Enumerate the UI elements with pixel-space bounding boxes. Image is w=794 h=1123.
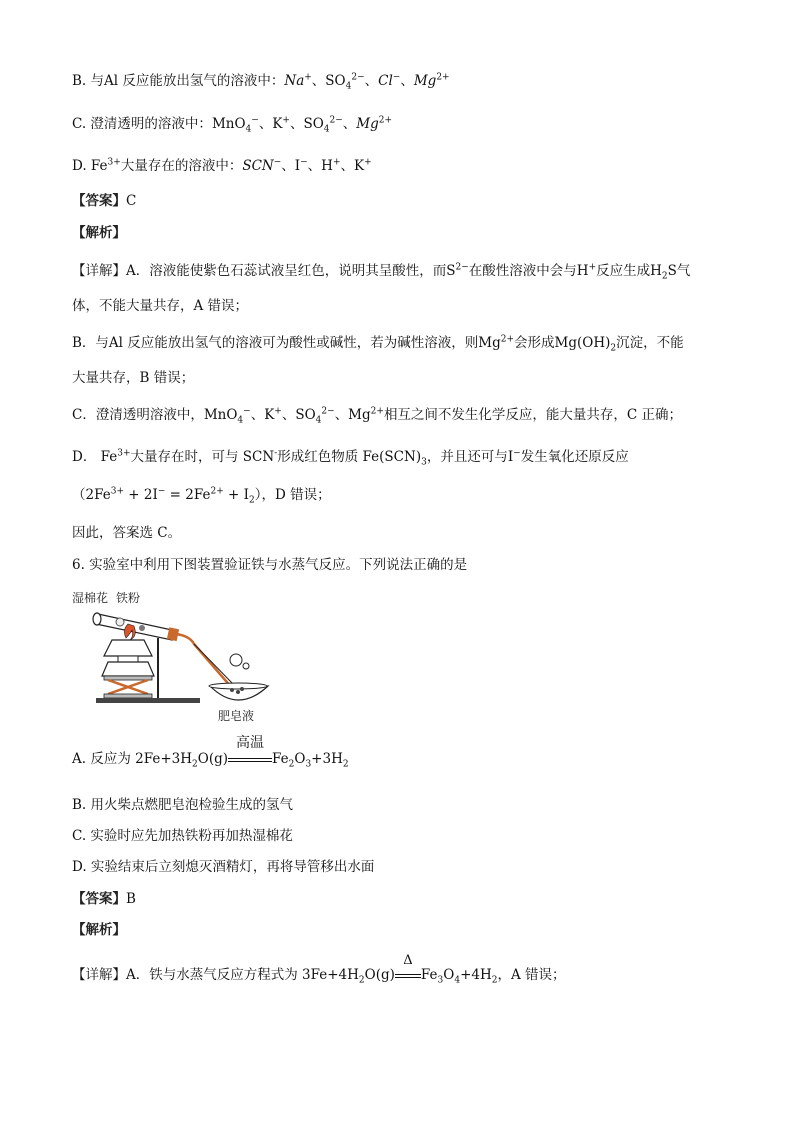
text: 会形成Mg(OH) bbox=[514, 335, 611, 351]
option-d bbox=[72, 157, 372, 175]
text: +4H bbox=[460, 967, 492, 983]
charge: 2+ bbox=[378, 115, 393, 126]
ion: SCN bbox=[242, 158, 274, 174]
subscript: 4 bbox=[454, 975, 461, 986]
delivery-tube bbox=[176, 634, 232, 688]
charge: − bbox=[243, 406, 251, 417]
q6-option-c bbox=[72, 827, 293, 845]
text: 【详解】A．溶液能使紫色石蕊试液呈红色，说明其呈酸性，而S bbox=[72, 263, 456, 279]
apparatus-figure bbox=[72, 588, 272, 723]
charge: + bbox=[304, 72, 312, 83]
detail-a-line2 bbox=[72, 297, 248, 315]
text: ，A 错误； bbox=[497, 967, 566, 983]
q6-detail-a bbox=[72, 953, 566, 986]
ion: K bbox=[272, 116, 283, 132]
text: A. 反应为 2Fe+3H bbox=[72, 751, 193, 767]
subscript: 3 bbox=[421, 457, 427, 468]
text: 反应生成H bbox=[596, 263, 662, 279]
subscript: 2 bbox=[610, 343, 617, 354]
text: 发生氧化还原反应 bbox=[520, 449, 629, 465]
option-label: D. Fe bbox=[72, 158, 108, 174]
label-soap-solution: 肥皂液 bbox=[218, 709, 255, 723]
q6-option-b bbox=[72, 796, 293, 814]
charge: 3+ bbox=[110, 486, 124, 497]
ion: K bbox=[353, 158, 365, 174]
subscript: 2 bbox=[249, 495, 255, 506]
charge: 2− bbox=[455, 262, 469, 273]
ion: Mg bbox=[413, 73, 437, 89]
text: D. 实验结束后立刻熄灭酒精灯，再将导管移出水面 bbox=[72, 859, 375, 875]
text: 、K bbox=[250, 407, 275, 423]
text: 沉淀，不能 bbox=[616, 335, 684, 351]
charge: + bbox=[274, 406, 282, 417]
charge: − bbox=[251, 115, 259, 126]
subscript: 2 bbox=[288, 759, 295, 770]
bubble bbox=[230, 654, 242, 666]
detail-d-line2 bbox=[72, 486, 331, 504]
subscript: 2 bbox=[192, 759, 198, 770]
text: 大量存在时，可与 SCN bbox=[130, 449, 275, 465]
subscript: 4 bbox=[315, 415, 322, 426]
text: 形成红色物质 Fe(SCN) bbox=[277, 449, 422, 465]
text: D． Fe bbox=[72, 449, 118, 465]
text: B．与Al 反应能放出氢气的溶液可为酸性或碱性，若为碱性溶液，则Mg bbox=[72, 335, 501, 351]
subscript: 3 bbox=[437, 975, 444, 986]
sep: 、 bbox=[364, 73, 379, 89]
ion: Mg bbox=[356, 116, 379, 132]
subscript: 2 bbox=[342, 759, 349, 770]
charge: − bbox=[392, 72, 401, 83]
charge: - bbox=[274, 448, 278, 459]
answer-line bbox=[72, 192, 136, 210]
text: Fe bbox=[420, 967, 438, 983]
charge: − bbox=[273, 157, 282, 168]
answer-value: B bbox=[126, 891, 136, 907]
text: = 2Fe bbox=[165, 487, 211, 503]
text: O bbox=[443, 967, 455, 983]
conclusion bbox=[72, 524, 181, 542]
option-c bbox=[72, 115, 392, 133]
text: O(g) bbox=[197, 751, 228, 767]
subscript: 3 bbox=[305, 759, 312, 770]
detail-c-line bbox=[72, 406, 682, 424]
text: + I bbox=[223, 487, 249, 503]
charge: + bbox=[332, 157, 341, 168]
text: S气 bbox=[667, 263, 691, 279]
ion: Cl bbox=[378, 73, 393, 89]
ion: I bbox=[294, 158, 301, 174]
ion: SO bbox=[325, 73, 346, 89]
ion: H bbox=[321, 158, 333, 174]
evaporating-dish bbox=[209, 683, 268, 700]
option-label: 大量存在的溶液中： bbox=[120, 158, 243, 174]
text: 在酸性溶液中会与H bbox=[468, 263, 589, 279]
charge: 3+ bbox=[107, 157, 121, 168]
charge: 2− bbox=[329, 115, 343, 126]
text: 、SO bbox=[281, 407, 316, 423]
text: O bbox=[294, 751, 306, 767]
detail-d-line1 bbox=[72, 448, 629, 466]
subscript: 4 bbox=[345, 81, 352, 92]
subscript: 4 bbox=[237, 415, 244, 426]
answer-value: C bbox=[126, 193, 137, 209]
condition: 高温 bbox=[236, 735, 264, 751]
analysis-tag: 【解析】 bbox=[72, 225, 126, 241]
text: +3H bbox=[311, 751, 343, 767]
charge: 2+ bbox=[370, 406, 384, 417]
q6-answer-line bbox=[72, 890, 136, 908]
test-tube bbox=[93, 613, 179, 641]
charge: 3+ bbox=[117, 448, 131, 459]
q6-analysis-heading bbox=[72, 921, 126, 939]
answer-tag: 【答案】 bbox=[72, 193, 126, 209]
text: 相互之间不发生化学反应，能大量共存，C 正确； bbox=[383, 407, 683, 423]
sep: 、 bbox=[289, 116, 304, 132]
subscript: 4 bbox=[245, 124, 252, 135]
ion: SO bbox=[303, 116, 324, 132]
charge: − bbox=[157, 486, 166, 497]
text: 【详解】A．铁与水蒸气反应方程式为 3Fe+4H bbox=[72, 967, 359, 983]
condition: Δ bbox=[403, 953, 413, 968]
text: 大量共存，B 错误； bbox=[72, 370, 195, 386]
analysis-heading bbox=[72, 224, 126, 242]
reaction-condition-arrow bbox=[228, 735, 272, 768]
text: ，并且还可与I bbox=[426, 449, 514, 465]
ion: Na bbox=[284, 73, 305, 89]
charge: + bbox=[588, 262, 597, 273]
option-label: B. 与Al 反应能放出氢气的溶液中： bbox=[72, 73, 285, 89]
text: 因此，答案选 C。 bbox=[72, 525, 182, 541]
charge: − bbox=[513, 448, 521, 459]
option-label: C. 澄清透明的溶液中： bbox=[72, 116, 212, 132]
text: 体，不能大量共存，A 错误； bbox=[72, 298, 249, 314]
text: C．澄清透明溶液中，MnO bbox=[72, 407, 238, 423]
text: O(g) bbox=[364, 967, 395, 983]
analysis-tag: 【解析】 bbox=[72, 922, 126, 938]
sep: 、 bbox=[258, 116, 273, 132]
text: C. 实验时应先加热铁粉再加热湿棉花 bbox=[72, 828, 293, 844]
text: 6. 实验室中利用下图装置验证铁与水蒸气反应。下列说法正确的是 bbox=[72, 557, 468, 573]
text: Fe bbox=[272, 751, 289, 767]
sep: 、 bbox=[311, 73, 326, 89]
subscript: 2 bbox=[661, 271, 668, 282]
detail-b-line1 bbox=[72, 334, 684, 352]
charge: 2+ bbox=[436, 72, 450, 83]
text: 、Mg bbox=[334, 407, 371, 423]
detail-a-line1 bbox=[72, 262, 690, 280]
charge: 2− bbox=[351, 72, 365, 83]
answer-tag: 【答案】 bbox=[72, 891, 126, 907]
reaction-condition-arrow bbox=[395, 953, 421, 984]
charge: 2+ bbox=[500, 334, 515, 345]
ion: MnO bbox=[211, 116, 246, 132]
label-wet-cotton: 湿棉花 bbox=[72, 591, 109, 605]
q6-option-a bbox=[72, 735, 349, 770]
subscript: 2 bbox=[491, 975, 498, 986]
text: （2Fe bbox=[72, 487, 111, 503]
q6-option-d bbox=[72, 858, 374, 876]
subscript: 4 bbox=[323, 124, 330, 135]
option-b bbox=[72, 72, 450, 90]
detail-b-line2 bbox=[72, 369, 194, 387]
text: B. 用火柴点燃肥皂泡检验生成的氢气 bbox=[72, 797, 294, 813]
label-iron-powder: 铁粉 bbox=[116, 591, 141, 605]
text: ），D 错误； bbox=[254, 487, 331, 503]
sep: 、 bbox=[340, 158, 354, 174]
text: + 2I bbox=[124, 487, 158, 503]
sep: 、 bbox=[307, 158, 322, 174]
question-6-stem bbox=[72, 556, 467, 574]
charge: 2− bbox=[321, 406, 335, 417]
charge: − bbox=[300, 157, 308, 168]
bubble bbox=[243, 663, 249, 669]
subscript: 2 bbox=[358, 975, 365, 986]
apparatus-diagram bbox=[72, 588, 272, 723]
sep: 、 bbox=[281, 158, 295, 174]
charge: + bbox=[282, 115, 290, 126]
sep: 、 bbox=[342, 116, 357, 132]
sep: 、 bbox=[400, 73, 414, 89]
charge: 2+ bbox=[210, 486, 224, 497]
charge: + bbox=[364, 157, 372, 168]
